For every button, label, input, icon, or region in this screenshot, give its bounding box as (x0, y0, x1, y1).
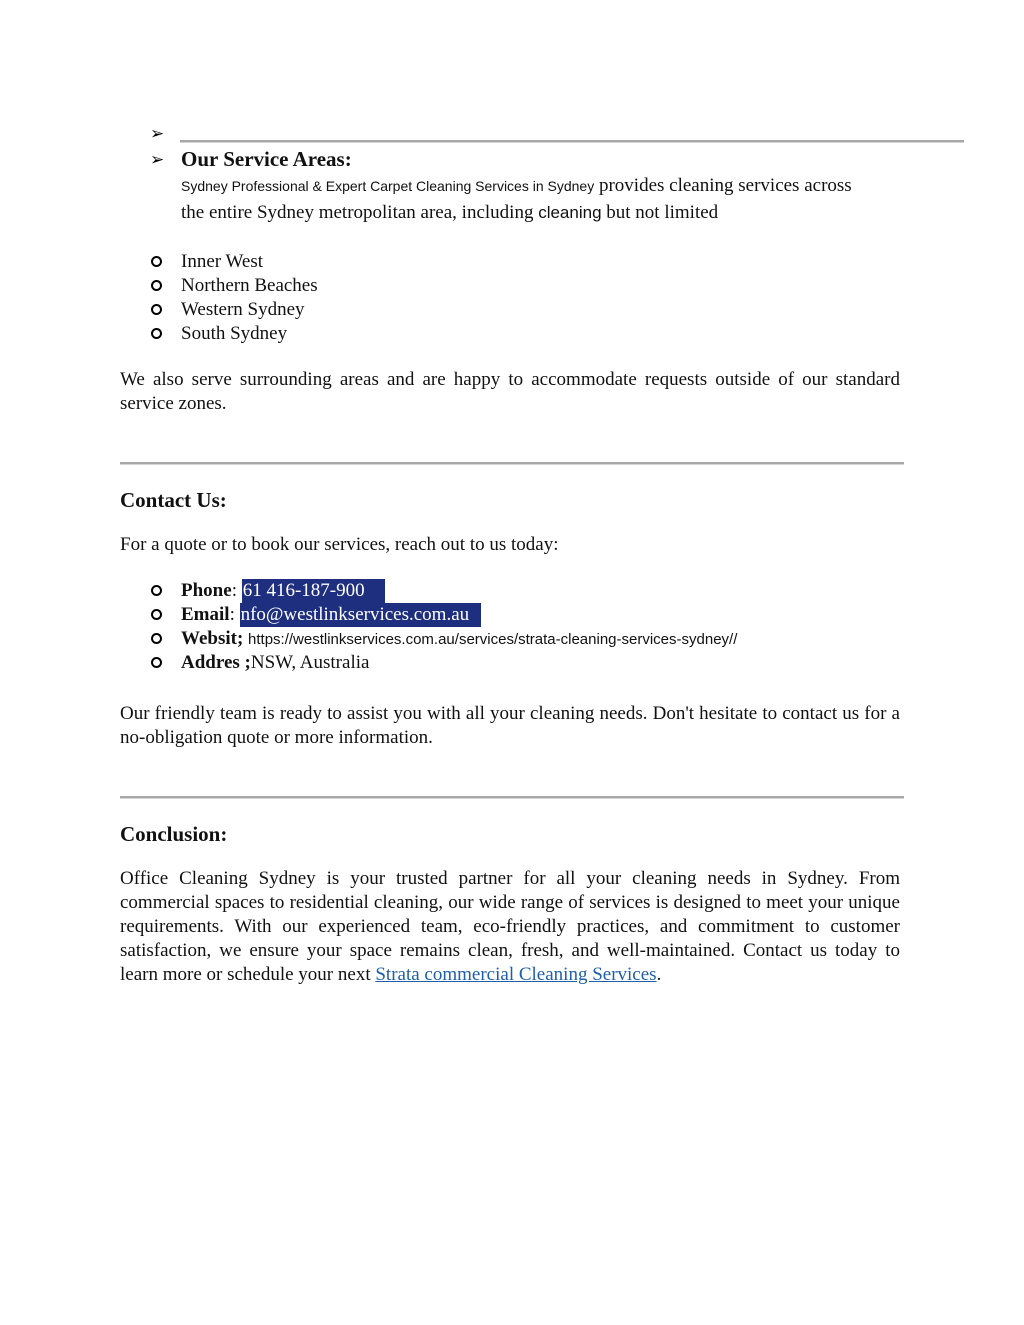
circle-bullet-icon (151, 609, 162, 620)
circle-bullet-icon (151, 657, 162, 668)
address-label: Addres ; (181, 652, 251, 673)
website-url[interactable]: https://westlinkservices.com.au/services/strata-cleaning-services-sydney// (248, 631, 738, 648)
intro-line1-rest: provides cleaning services across (594, 175, 852, 196)
service-areas-list (150, 250, 318, 346)
conclusion-heading: Conclusion: (120, 822, 228, 846)
contact-email: Email: nfo@westlinkservices.com.au (150, 603, 737, 627)
strata-cleaning-link[interactable]: Strata commercial Cleaning Services (375, 964, 657, 985)
list-item: Northern Beaches (150, 274, 318, 298)
company-name: Sydney Professional & Expert Carpet Cleaning Services in Sydney (181, 178, 595, 194)
email-link[interactable]: nfo@westlinkservices.com.au (240, 603, 482, 627)
arrow-bullet-icon: ➢ (150, 150, 165, 170)
contact-intro: For a quote or to book our services, reach out to us today: (120, 534, 559, 555)
circle-bullet-icon (151, 256, 162, 267)
list-item: South Sydney (150, 322, 318, 346)
intro-line2-start: the entire Sydney metropolitan area, including (181, 202, 539, 223)
service-areas-heading: Our Service Areas: (181, 147, 352, 171)
section-divider (120, 462, 904, 464)
service-areas-note: We also serve surrounding areas and are happy to accommodate requests outside of our standard service zones. (120, 369, 900, 414)
conclusion-end: . (656, 964, 662, 985)
phone-label: Phone (181, 580, 232, 601)
arrow-bullet-icon: ➢ (150, 124, 165, 144)
circle-bullet-icon (151, 585, 162, 596)
contact-list (150, 579, 737, 675)
intro-cleaning-word: cleaning (538, 203, 602, 222)
email-label: Email (181, 604, 230, 625)
contact-website (150, 627, 737, 651)
service-areas-intro (181, 174, 921, 225)
list-item: Inner West (150, 250, 318, 274)
section-divider (120, 796, 904, 798)
circle-bullet-icon (151, 280, 162, 291)
circle-bullet-icon (151, 304, 162, 315)
contact-heading: Contact Us: (120, 488, 227, 512)
circle-bullet-icon (151, 633, 162, 644)
conclusion-text: Office Cleaning Sydney is your trusted partner for all your cleaning needs in Sydney. From commercial spaces to residential cleaning, our wide range of services is designed to meet your unique requirements. With our experienced team, eco-friendly practices, and commitment to customer satisfaction, we ensure your space remains clean, fresh, and well-maintained. Contact us today to learn more or schedule your next (120, 868, 900, 985)
conclusion-body (120, 867, 900, 987)
phone-link[interactable]: 61 416-187-900 (242, 579, 385, 603)
website-label: Websit; (181, 628, 244, 649)
contact-address (150, 651, 737, 675)
contact-phone: Phone: 61 416-187-900 (150, 579, 737, 603)
address-value: NSW, Australia (250, 652, 370, 673)
top-divider (180, 140, 964, 142)
intro-line2-end: but not limited (601, 202, 719, 223)
contact-closing: Our friendly team is ready to assist you with all your cleaning needs. Don't hesitate to contact us for a no-obligation quote or more information. (120, 703, 900, 748)
circle-bullet-icon (151, 328, 162, 339)
list-item: Western Sydney (150, 298, 318, 322)
